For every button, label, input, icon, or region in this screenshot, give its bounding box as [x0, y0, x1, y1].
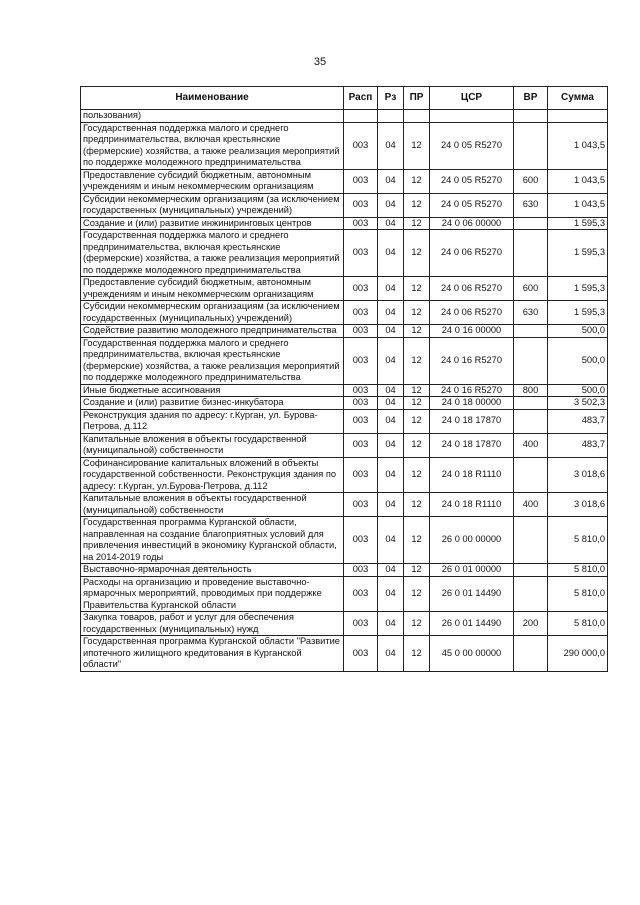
- cell-name: Государственная программа Курганской области "Развитие ипотечного жилищного кредитования в Курганской области": [81, 636, 344, 672]
- table-header-row: [81, 87, 608, 110]
- cell-sum: 1 595,3: [548, 230, 608, 277]
- cell-rz: 04: [378, 636, 404, 672]
- cell-sum: 5 810,0: [548, 612, 608, 636]
- cell-sum: 5 810,0: [548, 564, 608, 577]
- cell-pr: 12: [404, 636, 430, 672]
- cell-name: Реконструкция здания по адресу: г.Курган, ул. Бурова-Петрова, д.112: [81, 409, 344, 433]
- cell-csr: 26 0 01 14490: [430, 576, 514, 612]
- cell-name: пользования): [81, 110, 344, 123]
- cell-pr: 12: [404, 301, 430, 325]
- cell-csr: 24 0 16 00000: [430, 325, 514, 338]
- cell-csr: 45 0 00 00000: [430, 636, 514, 672]
- cell-rasp: 003: [344, 277, 378, 301]
- cell-sum: 500,0: [548, 384, 608, 397]
- cell-vr: [514, 564, 548, 577]
- cell-name: Софинансирование капитальных вложений в объекты государственной собственности. Реконструкция здания по адресу: г.Курган, ул.Бурова-Петрова, д.112: [81, 457, 344, 493]
- cell-rz: [378, 110, 404, 123]
- cell-sum: 3 502,3: [548, 397, 608, 410]
- table-row: [81, 337, 608, 384]
- cell-vr: 600: [514, 169, 548, 193]
- cell-rasp: 003: [344, 337, 378, 384]
- cell-vr: [514, 337, 548, 384]
- cell-pr: 12: [404, 169, 430, 193]
- cell-rasp: 003: [344, 301, 378, 325]
- cell-pr: 12: [404, 576, 430, 612]
- cell-vr: 800: [514, 384, 548, 397]
- header-name: Наименование: [81, 87, 344, 110]
- cell-name: Закупка товаров, работ и услуг для обеспечения государственных (муниципальных) нужд: [81, 612, 344, 636]
- cell-vr: [514, 217, 548, 230]
- cell-vr: [514, 325, 548, 338]
- cell-vr: 200: [514, 612, 548, 636]
- header-sum: Сумма: [548, 87, 608, 110]
- cell-sum: 3 018,6: [548, 457, 608, 493]
- cell-rz: 04: [378, 612, 404, 636]
- cell-vr: 630: [514, 193, 548, 217]
- cell-csr: 26 0 01 00000: [430, 564, 514, 577]
- table-row: [81, 230, 608, 277]
- table-row: [81, 217, 608, 230]
- cell-pr: 12: [404, 217, 430, 230]
- cell-vr: [514, 457, 548, 493]
- cell-rz: 04: [378, 493, 404, 517]
- cell-vr: [514, 636, 548, 672]
- cell-csr: 24 0 06 R5270: [430, 230, 514, 277]
- cell-rasp: 003: [344, 169, 378, 193]
- cell-rz: 04: [378, 397, 404, 410]
- table-row: [81, 397, 608, 410]
- cell-pr: 12: [404, 409, 430, 433]
- table-row: [81, 325, 608, 338]
- cell-rasp: 003: [344, 457, 378, 493]
- cell-rz: 04: [378, 193, 404, 217]
- cell-name: Государственная программа Курганской области, направленная на создание благоприятных условий для привлечения инвестиций в экономику Курганской области, на 2014-2019 годы: [81, 517, 344, 564]
- table-row: [81, 576, 608, 612]
- cell-vr: [514, 230, 548, 277]
- cell-name: Предоставление субсидий бюджетным, автономным учреждениям и иным некоммерческим организациям: [81, 169, 344, 193]
- cell-vr: [514, 409, 548, 433]
- cell-csr: 24 0 05 R5270: [430, 122, 514, 169]
- cell-vr: [514, 576, 548, 612]
- cell-name: Субсидии некоммерческим организациям (за исключением государственных (муниципальных) учреждений): [81, 301, 344, 325]
- table-row: [81, 612, 608, 636]
- header-vr: ВР: [514, 87, 548, 110]
- cell-name: Капитальные вложения в объекты государственной (муниципальной) собственности: [81, 433, 344, 457]
- cell-pr: 12: [404, 230, 430, 277]
- header-pr: ПР: [404, 87, 430, 110]
- cell-rz: 04: [378, 122, 404, 169]
- cell-rz: 04: [378, 576, 404, 612]
- cell-pr: 12: [404, 612, 430, 636]
- cell-csr: [430, 110, 514, 123]
- cell-sum: 483,7: [548, 409, 608, 433]
- cell-rasp: 003: [344, 433, 378, 457]
- table-row: [81, 517, 608, 564]
- table-row: [81, 384, 608, 397]
- header-rasp: Расп: [344, 87, 378, 110]
- cell-name: Расходы на организацию и проведение выставочно-ярмарочных мероприятий, проводимых при поддержке Правительства Курганской области: [81, 576, 344, 612]
- cell-rasp: 003: [344, 217, 378, 230]
- cell-pr: [404, 110, 430, 123]
- cell-pr: 12: [404, 433, 430, 457]
- cell-name: Иные бюджетные ассигнования: [81, 384, 344, 397]
- cell-csr: 24 0 06 00000: [430, 217, 514, 230]
- cell-sum: 3 018,6: [548, 493, 608, 517]
- cell-rasp: 003: [344, 122, 378, 169]
- cell-rz: 04: [378, 337, 404, 384]
- page-number: 35: [313, 56, 327, 68]
- cell-pr: 12: [404, 325, 430, 338]
- cell-sum: [548, 110, 608, 123]
- cell-rasp: 003: [344, 493, 378, 517]
- cell-name: Предоставление субсидий бюджетным, автономным учреждениям и иным некоммерческим организациям: [81, 277, 344, 301]
- cell-csr: 24 0 18 R1110: [430, 457, 514, 493]
- cell-pr: 12: [404, 193, 430, 217]
- cell-rz: 04: [378, 217, 404, 230]
- table-row: [81, 493, 608, 517]
- cell-sum: 5 810,0: [548, 517, 608, 564]
- cell-name: Содействие развитию молодежного предпринимательства: [81, 325, 344, 338]
- cell-name: Государственная поддержка малого и среднего предпринимательства, включая крестьянские (фермерские) хозяйства, а также реализация мероприятий по поддержке молодежного предпринимательства: [81, 230, 344, 277]
- cell-csr: 26 0 01 14490: [430, 612, 514, 636]
- cell-rz: 04: [378, 277, 404, 301]
- cell-rasp: 003: [344, 564, 378, 577]
- cell-rasp: 003: [344, 384, 378, 397]
- cell-vr: 630: [514, 301, 548, 325]
- cell-name: Создание и (или) развитие бизнес-инкубатора: [81, 397, 344, 410]
- table-row: [81, 409, 608, 433]
- cell-pr: 12: [404, 457, 430, 493]
- cell-rasp: 003: [344, 193, 378, 217]
- cell-sum: 290 000,0: [548, 636, 608, 672]
- cell-csr: 24 0 18 R1110: [430, 493, 514, 517]
- cell-rz: 04: [378, 409, 404, 433]
- cell-csr: 24 0 16 R5270: [430, 384, 514, 397]
- cell-sum: 1 595,3: [548, 277, 608, 301]
- cell-name: Создание и (или) развитие инжиниринговых центров: [81, 217, 344, 230]
- cell-rasp: 003: [344, 612, 378, 636]
- cell-csr: 24 0 06 R5270: [430, 301, 514, 325]
- table-row: [81, 433, 608, 457]
- cell-vr: [514, 122, 548, 169]
- table-row: [81, 636, 608, 672]
- cell-rasp: 003: [344, 517, 378, 564]
- table-row: [81, 457, 608, 493]
- table-row: [81, 277, 608, 301]
- cell-rz: 04: [378, 230, 404, 277]
- table-row: [81, 122, 608, 169]
- table-row: [81, 301, 608, 325]
- cell-csr: 24 0 18 00000: [430, 397, 514, 410]
- cell-name: Субсидии некоммерческим организациям (за исключением государственных (муниципальных) учреждений): [81, 193, 344, 217]
- cell-rz: 04: [378, 169, 404, 193]
- cell-pr: 12: [404, 397, 430, 410]
- cell-sum: 1 595,3: [548, 301, 608, 325]
- cell-sum: 5 810,0: [548, 576, 608, 612]
- cell-vr: [514, 397, 548, 410]
- cell-vr: 400: [514, 493, 548, 517]
- cell-rz: 04: [378, 517, 404, 564]
- table-row: [81, 110, 608, 123]
- cell-sum: 1 043,5: [548, 193, 608, 217]
- cell-name: Государственная поддержка малого и среднего предпринимательства, включая крестьянские (фермерские) хозяйства, а также реализация мероприятий по поддержке молодежного предпринимательства: [81, 122, 344, 169]
- cell-csr: 24 0 05 R5270: [430, 193, 514, 217]
- cell-rasp: 003: [344, 636, 378, 672]
- cell-rasp: 003: [344, 576, 378, 612]
- cell-pr: 12: [404, 277, 430, 301]
- cell-pr: 12: [404, 517, 430, 564]
- cell-name: Капитальные вложения в объекты государственной (муниципальной) собственности: [81, 493, 344, 517]
- cell-rasp: [344, 110, 378, 123]
- cell-vr: [514, 110, 548, 123]
- cell-pr: 12: [404, 564, 430, 577]
- table-row: [81, 169, 608, 193]
- cell-rz: 04: [378, 457, 404, 493]
- cell-csr: 24 0 16 R5270: [430, 337, 514, 384]
- cell-vr: [514, 517, 548, 564]
- header-rz: Рз: [378, 87, 404, 110]
- cell-csr: 24 0 18 17870: [430, 433, 514, 457]
- cell-rz: 04: [378, 301, 404, 325]
- cell-sum: 1 595,3: [548, 217, 608, 230]
- cell-vr: 400: [514, 433, 548, 457]
- cell-pr: 12: [404, 122, 430, 169]
- cell-csr: 26 0 00 00000: [430, 517, 514, 564]
- cell-csr: 24 0 18 17870: [430, 409, 514, 433]
- cell-pr: 12: [404, 493, 430, 517]
- cell-sum: 1 043,5: [548, 122, 608, 169]
- cell-rasp: 003: [344, 409, 378, 433]
- header-csr: ЦСР: [430, 87, 514, 110]
- cell-rasp: 003: [344, 397, 378, 410]
- cell-pr: 12: [404, 384, 430, 397]
- cell-sum: 500,0: [548, 337, 608, 384]
- cell-name: Выставочно-ярмарочная деятельность: [81, 564, 344, 577]
- cell-vr: 600: [514, 277, 548, 301]
- cell-rz: 04: [378, 564, 404, 577]
- table-row: [81, 193, 608, 217]
- cell-rz: 04: [378, 325, 404, 338]
- table-row: [81, 564, 608, 577]
- cell-sum: 500,0: [548, 325, 608, 338]
- budget-table: [80, 86, 608, 672]
- cell-rz: 04: [378, 384, 404, 397]
- cell-csr: 24 0 05 R5270: [430, 169, 514, 193]
- cell-rz: 04: [378, 433, 404, 457]
- cell-csr: 24 0 06 R5270: [430, 277, 514, 301]
- cell-name: Государственная поддержка малого и среднего предпринимательства, включая крестьянские (фермерские) хозяйства, а также реализация мероприятий по поддержке молодежного предпринимательства: [81, 337, 344, 384]
- cell-rasp: 003: [344, 230, 378, 277]
- cell-rasp: 003: [344, 325, 378, 338]
- cell-sum: 1 043,5: [548, 169, 608, 193]
- cell-pr: 12: [404, 337, 430, 384]
- cell-sum: 483,7: [548, 433, 608, 457]
